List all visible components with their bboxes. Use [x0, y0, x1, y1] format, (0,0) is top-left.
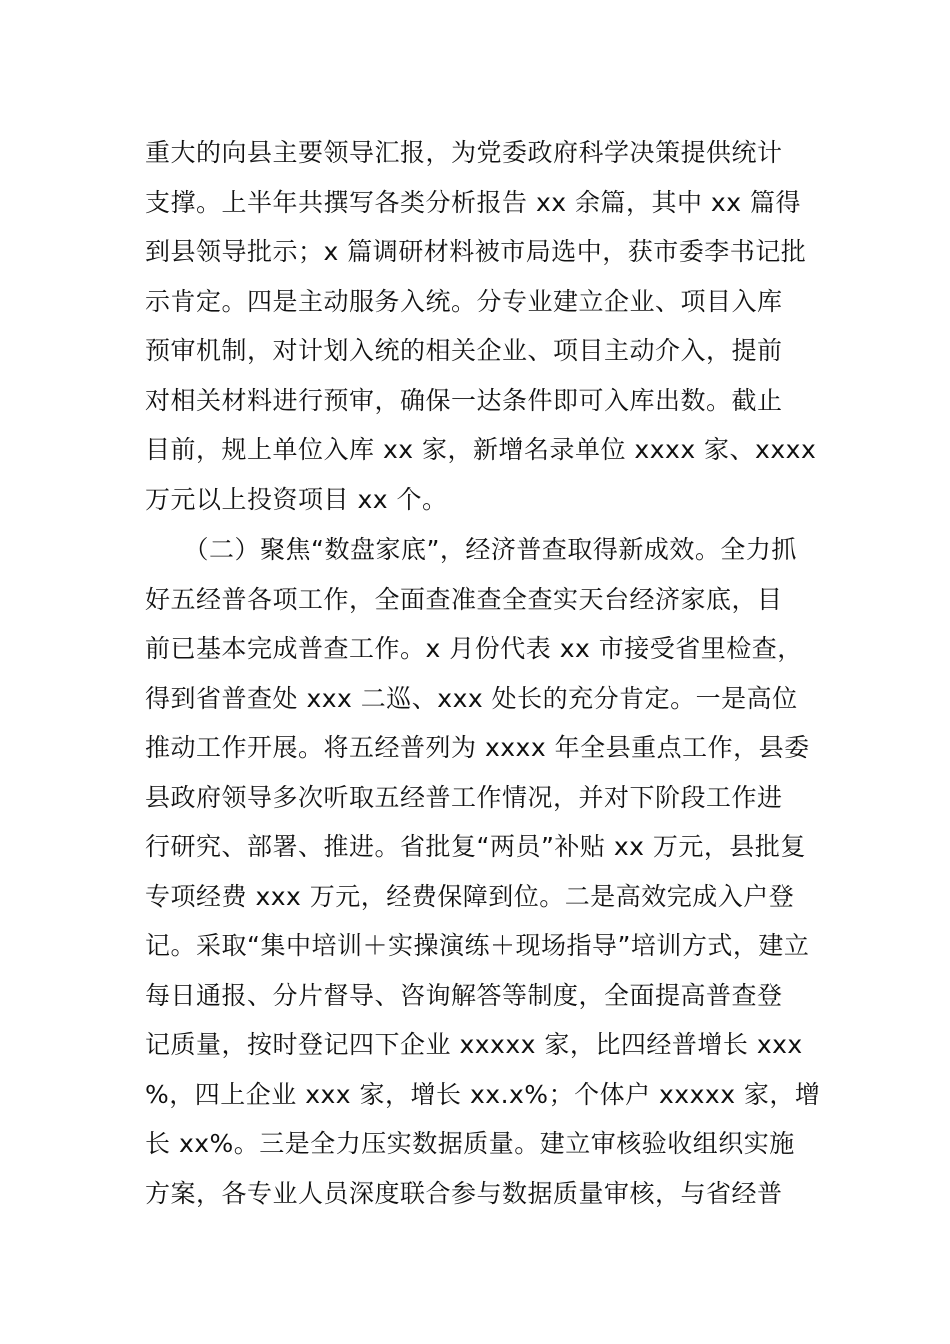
text-line: 长 xx%。三是全力压实数据质量。建立审核验收组织实施 — [145, 1129, 795, 1158]
text-line: 对相关材料进行预审，确保一达条件即可入库出数。截止 — [145, 385, 783, 415]
text-line: 目前，规上单位入库 xx 家，新增名录单位 xxxx 家、xxxx — [145, 435, 817, 464]
text-line: 县政府领导多次听取五经普工作情况，并对下阶段工作进 — [145, 782, 783, 812]
text-line: 支撑。上半年共撰写各类分析报告 xx 余篇，其中 xx 篇得 — [145, 187, 801, 217]
text-line: 好五经普各项工作，全面查准查全查实天台经济家底，目 — [145, 584, 783, 614]
paragraph-continued — [145, 128, 817, 524]
text-line: 重大的向县主要领导汇报，为党委政府科学决策提供统计 — [145, 138, 783, 167]
text-line: 万元以上投资项目 xx 个。 — [145, 484, 448, 514]
text-line: 每日通报、分片督导、咨询解答等制度，全面提高普查登 — [145, 980, 783, 1010]
text-line: 专项经费 xxx 万元，经费保障到位。二是高效完成入户登 — [145, 881, 795, 911]
text-line: （二）聚焦“数盘家底”，经济普查取得新成效。全力抓 — [145, 535, 797, 564]
text-line: 到县领导批示；x 篇调研材料被市局选中，获市委李书记批 — [145, 237, 807, 266]
text-line: 前已基本完成普查工作。x 月份代表 xx 市接受省里检查， — [145, 634, 803, 663]
text-line: 记质量，按时登记四下企业 xxxxx 家，比四经普增长 xxx — [145, 1030, 803, 1059]
text-line: 得到省普查处 xxx 二巡、xxx 处长的充分肯定。一是高位 — [145, 683, 798, 713]
paragraph-section-two — [145, 525, 821, 1218]
text-line: 行研究、部署、推进。省批复“两员”补贴 xx 万元，县批复 — [145, 832, 806, 861]
text-line: 方案，各专业人员深度联合参与数据质量审核，与省经普 — [145, 1178, 783, 1208]
text-line: %，四上企业 xxx 家，增长 xx.x%；个体户 xxxxx 家，增 — [145, 1079, 821, 1109]
text-line: 示肯定。四是主动服务入统。分专业建立企业、项目入库 — [145, 286, 783, 316]
text-line: 记。采取“集中培训＋实操演练＋现场指导”培训方式，建立 — [145, 931, 810, 960]
text-line: 预审机制，对计划入统的相关企业、项目主动介入，提前 — [145, 336, 783, 365]
text-line: 推动工作开展。将五经普列为 xxxx 年全县重点工作，县委 — [145, 733, 810, 762]
